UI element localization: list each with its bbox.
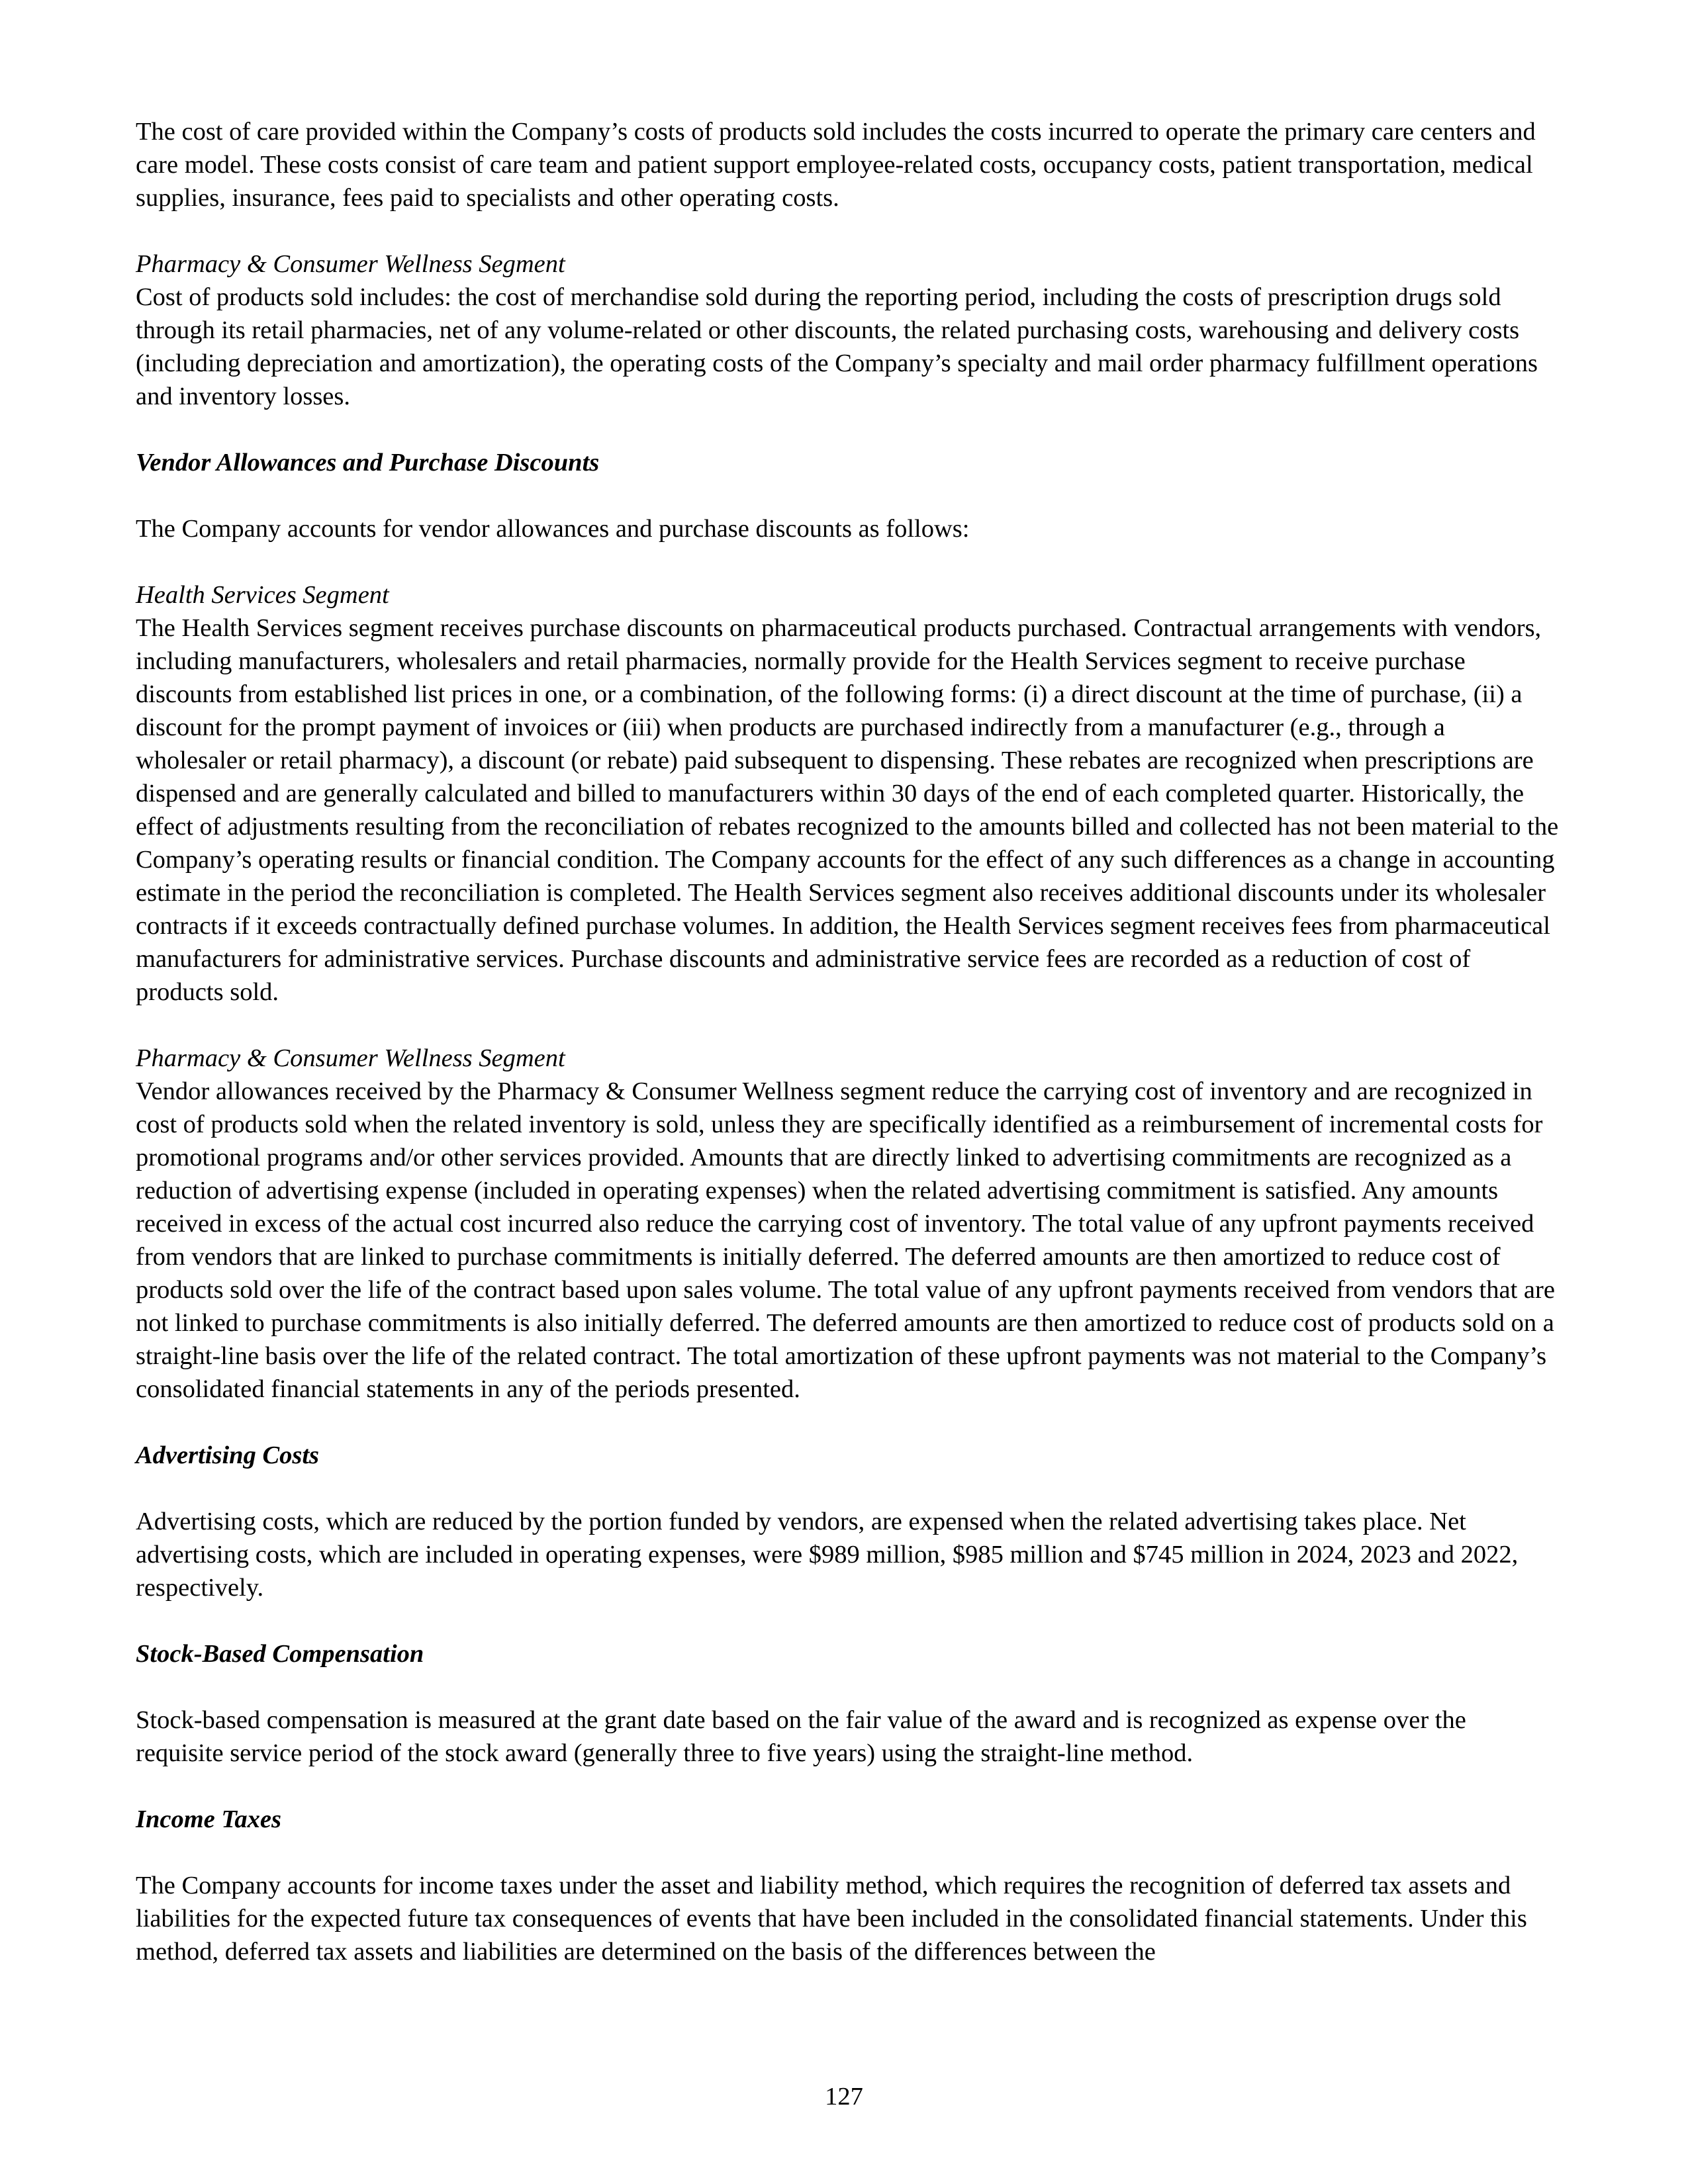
- pcw-vendor-paragraph: Vendor allowances received by the Pharmacy & Consumer Wellness segment reduce the carrying cost of inventory and are recognized in cost of products sold when the related inventory is sold, unless they are specifically identified as a reimbursement of incremental costs for promotional programs and/or other services provided. Amounts that are directly linked to advertising commitments are recognized as a reduction of advertising expense (included in operating expenses) when the related advertising commitment is satisfied. Any amounts received in excess of the actual cost incurred also reduce the carrying cost of inventory. The total value of any upfront payments received from vendors that are linked to purchase commitments is initially deferred. The deferred amounts are then amortized to reduce cost of products sold over the life of the contract based upon sales volume. The total value of any upfront payments received from vendors that are not linked to purchase commitments is also initially deferred. The deferred amounts are then amortized to reduce cost of products sold on a straight-line basis over the life of the related contract. The total amortization of these upfront payments was not material to the Company’s consolidated financial statements in any of the periods presented.: [136, 1077, 1555, 1403]
- intro-paragraph: The cost of care provided within the Company’s costs of products sold includes the costs incurred to operate the primary care centers and care model. These costs consist of care team and patient support employee-related costs, occupancy costs, patient transportation, medical supplies, insurance, fees paid to specialists and other operating costs.: [136, 118, 1536, 212]
- pcw-cost-subheading: Pharmacy & Consumer Wellness Segment: [136, 250, 565, 278]
- health-services-subheading: Health Services Segment: [136, 581, 389, 609]
- health-services-paragraph: The Health Services segment receives purchase discounts on pharmaceutical products purchased. Contractual arrangements with vendors, including manufacturers, wholesalers and retail pharmacies, normally provide for the Health Services segment to receive purchase discounts from established list prices in one, or a combination, of the following forms: (i) a direct discount at the time of purchase, (ii) a discount for the prompt payment of invoices or (iii) when products are purchased indirectly from a manufacturer (e.g., through a wholesaler or retail pharmacy), a discount (or rebate) paid subsequent to dispensing. These rebates are recognized when prescriptions are dispensed and are generally calculated and billed to manufacturers within 30 days of the end of each completed quarter. Historically, the effect of adjustments resulting from the reconciliation of rebates recognized to the amounts billed and collected has not been material to the Company’s operating results or financial condition. The Company accounts for the effect of any such differences as a change in accounting estimate in the period the reconciliation is completed. The Health Services segment also receives additional discounts under its wholesaler contracts if it exceeds contractually defined purchase volumes. In addition, the Health Services segment receives fees from pharmaceutical manufacturers for administrative services. Purchase discounts and administrative service fees are recorded as a reduction of cost of products sold.: [136, 614, 1559, 1006]
- stock-based-compensation-paragraph: Stock-based compensation is measured at the grant date based on the fair value of the award and is recognized as expense over the requisite service period of the stock award (generally three to five years) using the straight-line method.: [136, 1706, 1466, 1767]
- pcw-cost-paragraph: Cost of products sold includes: the cost of merchandise sold during the reporting period, including the costs of prescription drugs sold through its retail pharmacies, net of any volume-related or other discounts, the related purchasing costs, warehousing and delivery costs (including depreciation and amortization), the operating costs of the Company’s specialty and mail order pharmacy fulfillment operations and inventory losses.: [136, 283, 1538, 410]
- page-number: 127: [825, 2083, 863, 2111]
- document-page: [136, 115, 1559, 1968]
- advertising-costs-heading: Advertising Costs: [136, 1441, 320, 1469]
- pcw-vendor-subheading: Pharmacy & Consumer Wellness Segment: [136, 1044, 565, 1072]
- advertising-costs-paragraph: Advertising costs, which are reduced by the portion funded by vendors, are expensed when the related advertising takes place. Net advertising costs, which are included in operating expenses, were $989 million, $985 million and $745 million in 2024, 2023 and 2022, respectively.: [136, 1508, 1519, 1602]
- income-taxes-heading: Income Taxes: [136, 1805, 281, 1833]
- vendor-allowances-heading: Vendor Allowances and Purchase Discounts: [136, 449, 600, 477]
- income-taxes-paragraph: The Company accounts for income taxes under the asset and liability method, which requires the recognition of deferred tax assets and liabilities for the expected future tax consequences of events that have been included in the consolidated financial statements. Under this method, deferred tax assets and liabilities are determined on the basis of the differences between the: [136, 1872, 1527, 1966]
- vendor-allowances-intro: The Company accounts for vendor allowances and purchase discounts as follows:: [136, 515, 970, 543]
- stock-based-compensation-heading: Stock-Based Compensation: [136, 1640, 424, 1668]
